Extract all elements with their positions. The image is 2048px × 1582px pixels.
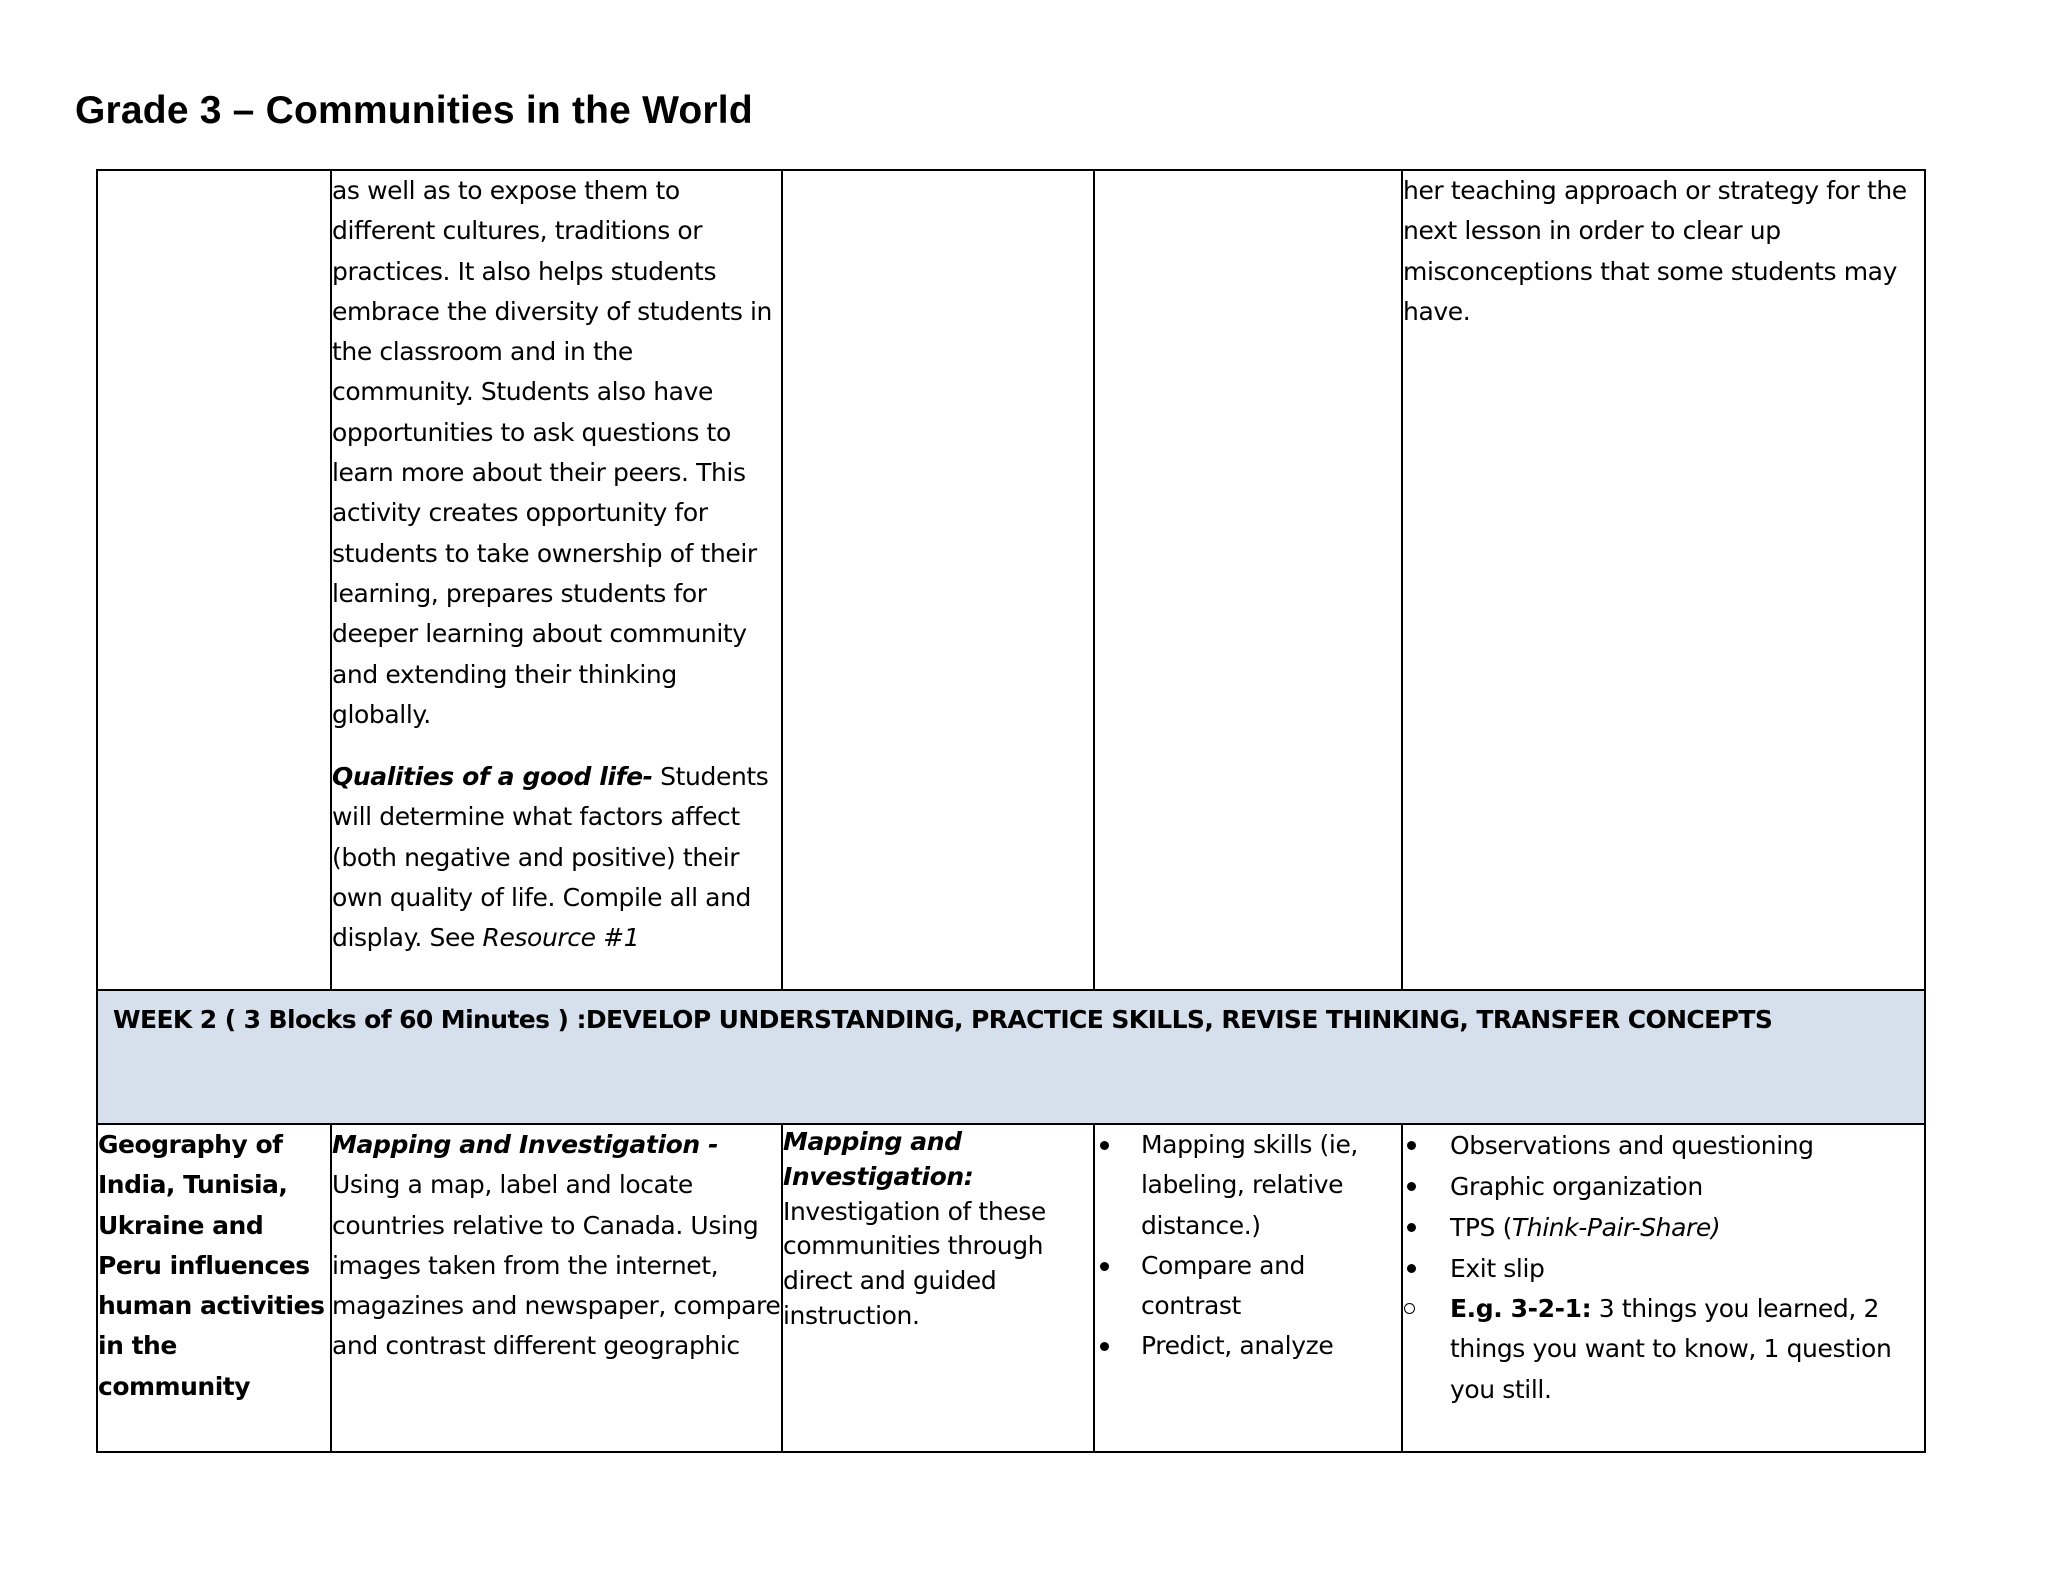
activity-heading: Qualities of a good life- bbox=[332, 762, 653, 792]
table-row bbox=[97, 170, 1925, 990]
skills-list bbox=[1095, 1125, 1401, 1367]
activity-text: Using a map, label and locate countries relative to Canada. Using images taken from the internet, magazines and newspaper, compare and contrast different geographic bbox=[332, 1170, 781, 1361]
table-cell bbox=[97, 170, 331, 990]
lesson-plan-table bbox=[96, 169, 1926, 1453]
bullet-icon bbox=[1100, 1141, 1109, 1150]
qualities-of-good-life-paragraph bbox=[332, 757, 781, 958]
list-item: E.g. 3-2-1: 3 things you learned, 2 things you want to know, 1 question you still. bbox=[1403, 1289, 1924, 1410]
table-cell bbox=[782, 170, 1094, 990]
table-cell bbox=[782, 1124, 1094, 1452]
list-item: Graphic organization bbox=[1403, 1166, 1924, 1207]
week-banner: WEEK 2 ( 3 Blocks of 60 Minutes ) :DEVELOP UNDERSTANDING, PRACTICE SKILLS, REVISE THINKING, TRANSFER CONCEPTS bbox=[113, 1005, 1773, 1034]
list-item: TPS (Think-Pair-Share) bbox=[1403, 1207, 1924, 1248]
table-cell bbox=[331, 1124, 782, 1452]
bullet-icon bbox=[1407, 1223, 1416, 1232]
list-item: Predict, analyze bbox=[1095, 1326, 1401, 1366]
assessment-list bbox=[1403, 1125, 1924, 1410]
hollow-bullet-icon bbox=[1404, 1303, 1415, 1314]
activity-heading: Mapping and Investigation - bbox=[332, 1130, 719, 1159]
page-title: Grade 3 – Communities in the World bbox=[75, 89, 753, 132]
table-cell bbox=[1094, 1124, 1402, 1452]
resource-reference: Resource #1 bbox=[482, 923, 640, 953]
list-item: Mapping skills (ie, labeling, relative distance.) bbox=[1095, 1125, 1401, 1246]
bullet-icon bbox=[1407, 1182, 1416, 1191]
list-item: Compare and contrast bbox=[1095, 1246, 1401, 1327]
bullet-icon bbox=[1407, 1264, 1416, 1273]
big-idea-text: Geography of India, Tunisia, Ukraine and Peru influences human activities in the community bbox=[98, 1130, 325, 1401]
activity-paragraph bbox=[332, 1125, 781, 1367]
assessment-note: her teaching approach or strategy for the next lesson in order to clear up misconceptions that some students may have. bbox=[1403, 176, 1907, 326]
table-row bbox=[97, 990, 1925, 1124]
activity-text: Investigation of these communities through direct and guided instruction. bbox=[783, 1196, 1046, 1330]
table-cell bbox=[1402, 170, 1925, 990]
table-cell bbox=[97, 1124, 331, 1452]
table-cell bbox=[331, 170, 782, 990]
week-banner-cell bbox=[97, 990, 1925, 1124]
list-item: Observations and questioning bbox=[1403, 1125, 1924, 1166]
table-cell bbox=[1094, 170, 1402, 990]
bullet-icon bbox=[1407, 1141, 1416, 1150]
activity-heading: Mapping and Investigation: bbox=[783, 1127, 974, 1191]
activity-description: as well as to expose them to different cultures, traditions or practices. It also helps students embrace the diversity of students in the classroom and in the community. Students also have opportunities to ask questions to learn more about their peers. This activity creates opportunity for students to take ownership of their learning, prepares students for deeper learning about community and extending their thinking globally. bbox=[332, 176, 773, 729]
table-cell bbox=[1402, 1124, 1925, 1452]
activity-text: Students will determine what factors affect (both negative and positive) their own quality of life. Compile all and display. See bbox=[332, 762, 769, 953]
bullet-icon bbox=[1100, 1262, 1109, 1271]
list-item: Exit slip bbox=[1403, 1248, 1924, 1289]
bullet-icon bbox=[1100, 1342, 1109, 1351]
table-row bbox=[97, 1124, 1925, 1452]
